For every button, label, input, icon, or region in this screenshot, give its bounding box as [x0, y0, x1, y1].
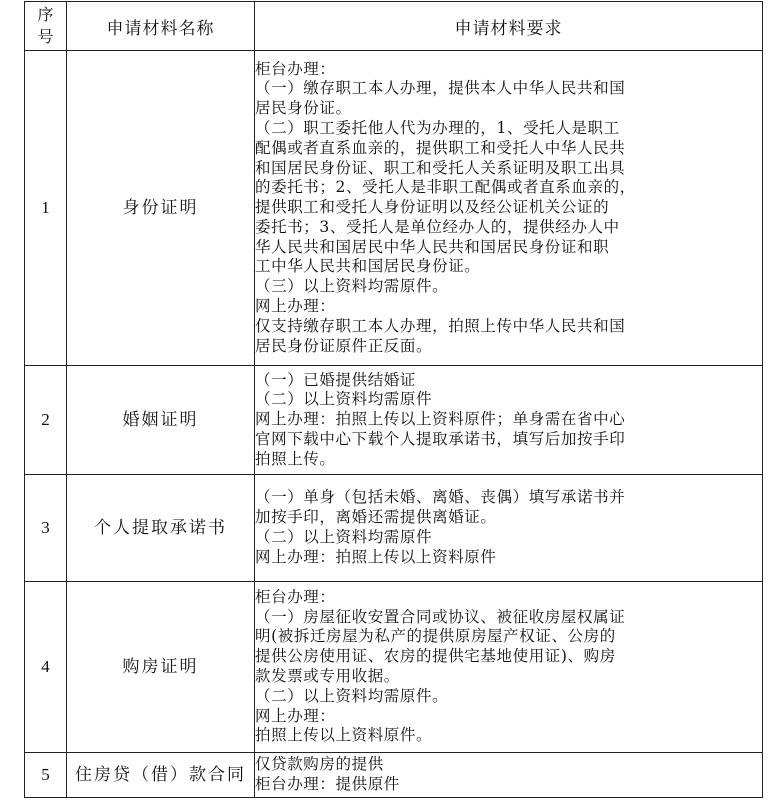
requirement-line: （一）已婚提供结婚证 [255, 370, 417, 389]
requirement-line: 网上办理：拍照上传以上资料原件 [255, 547, 497, 566]
requirement-line: （二）以上资料均需原件。 [255, 686, 449, 705]
requirement-line: 柜台办理： [255, 59, 336, 78]
material-name: 身份证明 [67, 51, 255, 366]
requirement-line: （一）单身（包括未婚、离婚、丧偶）填写承诺书并 [255, 488, 626, 507]
requirement-line: （二）以上资料均需原件 [255, 528, 433, 546]
requirement-line: 居民身份证。 [255, 99, 352, 118]
requirement-line: 提供职工和受托人身份证明以及经公证机关公证的 [255, 198, 610, 217]
requirement-line: 和国居民身份证、职工和受托人关系证明及职工出具 [255, 158, 626, 177]
requirement-line: （二）以上资料均需原件 [255, 390, 433, 409]
header-name: 申请材料名称 [67, 2, 255, 51]
requirement-line: （一）房屋征收安置合同或协议、被征收房屋权属证 [255, 607, 626, 626]
requirement-line: 拍照上传。 [255, 449, 336, 468]
row-number: 1 [25, 51, 67, 366]
row-number: 4 [25, 582, 67, 753]
requirement-cell [255, 475, 763, 582]
requirement-line: 网上办理： [255, 706, 336, 725]
requirement-line: 加按手印，离婚还需提供离婚证。 [255, 508, 497, 527]
material-name: 个人提取承诺书 [67, 475, 255, 582]
requirement-line: 柜台办理：提供原件 [255, 775, 400, 793]
requirement-cell [255, 582, 763, 753]
requirement-line: 柜台办理： [255, 587, 336, 606]
requirement-line: 的委托书；2、受托人是非职工配偶或者直系血亲的， [255, 178, 636, 197]
requirement-line: 明(被拆迁房屋为私产的提供原房屋产权证、公房的 [255, 627, 616, 646]
requirement-line: 网上办理：拍照上传以上资料原件；单身需在省中心 [255, 410, 626, 429]
requirement-cell [255, 51, 763, 366]
material-name: 婚姻证明 [67, 366, 255, 475]
table-row [25, 366, 763, 475]
requirement-line: （三）以上资料均需原件。 [255, 277, 449, 296]
requirement-line: 配偶或者直系血亲的，提供职工和受托人中华人民共 [255, 138, 626, 157]
requirement-cell [255, 366, 763, 475]
row-number: 5 [25, 753, 67, 798]
requirement-line: 仅贷款购房的提供 [255, 755, 384, 774]
requirement-line: 款发票或专用收据。 [255, 667, 400, 685]
requirement-line: 居民身份证原件正反面。 [255, 336, 433, 355]
material-name: 购房证明 [67, 582, 255, 753]
material-name: 住房贷（借）款合同 [67, 753, 255, 798]
table-row [25, 475, 763, 582]
requirement-line: 委托书；3、受托人是单位经办人的，提供经办人中 [255, 217, 620, 236]
table-row [25, 51, 763, 366]
requirement-line: 提供公房使用证、农房的提供宅基地使用证)、购房 [255, 647, 616, 666]
requirement-line: 仅支持缴存职工本人办理，拍照上传中华人民共和国 [255, 316, 626, 335]
table-row [25, 753, 763, 798]
header-seq: 序号 [25, 2, 67, 51]
requirement-line: 网上办理： [255, 297, 336, 316]
table-row [25, 582, 763, 753]
row-number: 2 [25, 366, 67, 475]
requirements-table [24, 1, 763, 798]
requirement-line: 华人民共和国居民中华人民共和国居民身份证和职 [255, 237, 610, 256]
row-number: 3 [25, 475, 67, 582]
requirement-line: 工中华人民共和国居民身份证。 [255, 257, 481, 276]
requirement-line: 拍照上传以上资料原件。 [255, 726, 433, 745]
header-requirement: 申请材料要求 [255, 2, 763, 51]
requirement-line: （二）职工委托他人代为办理的，1、受托人是职工 [255, 118, 620, 137]
requirement-line: （一）缴存职工本人办理，提供本人中华人民共和国 [255, 79, 626, 98]
requirement-cell [255, 753, 763, 798]
header-row [25, 2, 763, 51]
requirement-line: 官网下载中心下载个人提取承诺书，填写后加按手印 [255, 429, 626, 448]
